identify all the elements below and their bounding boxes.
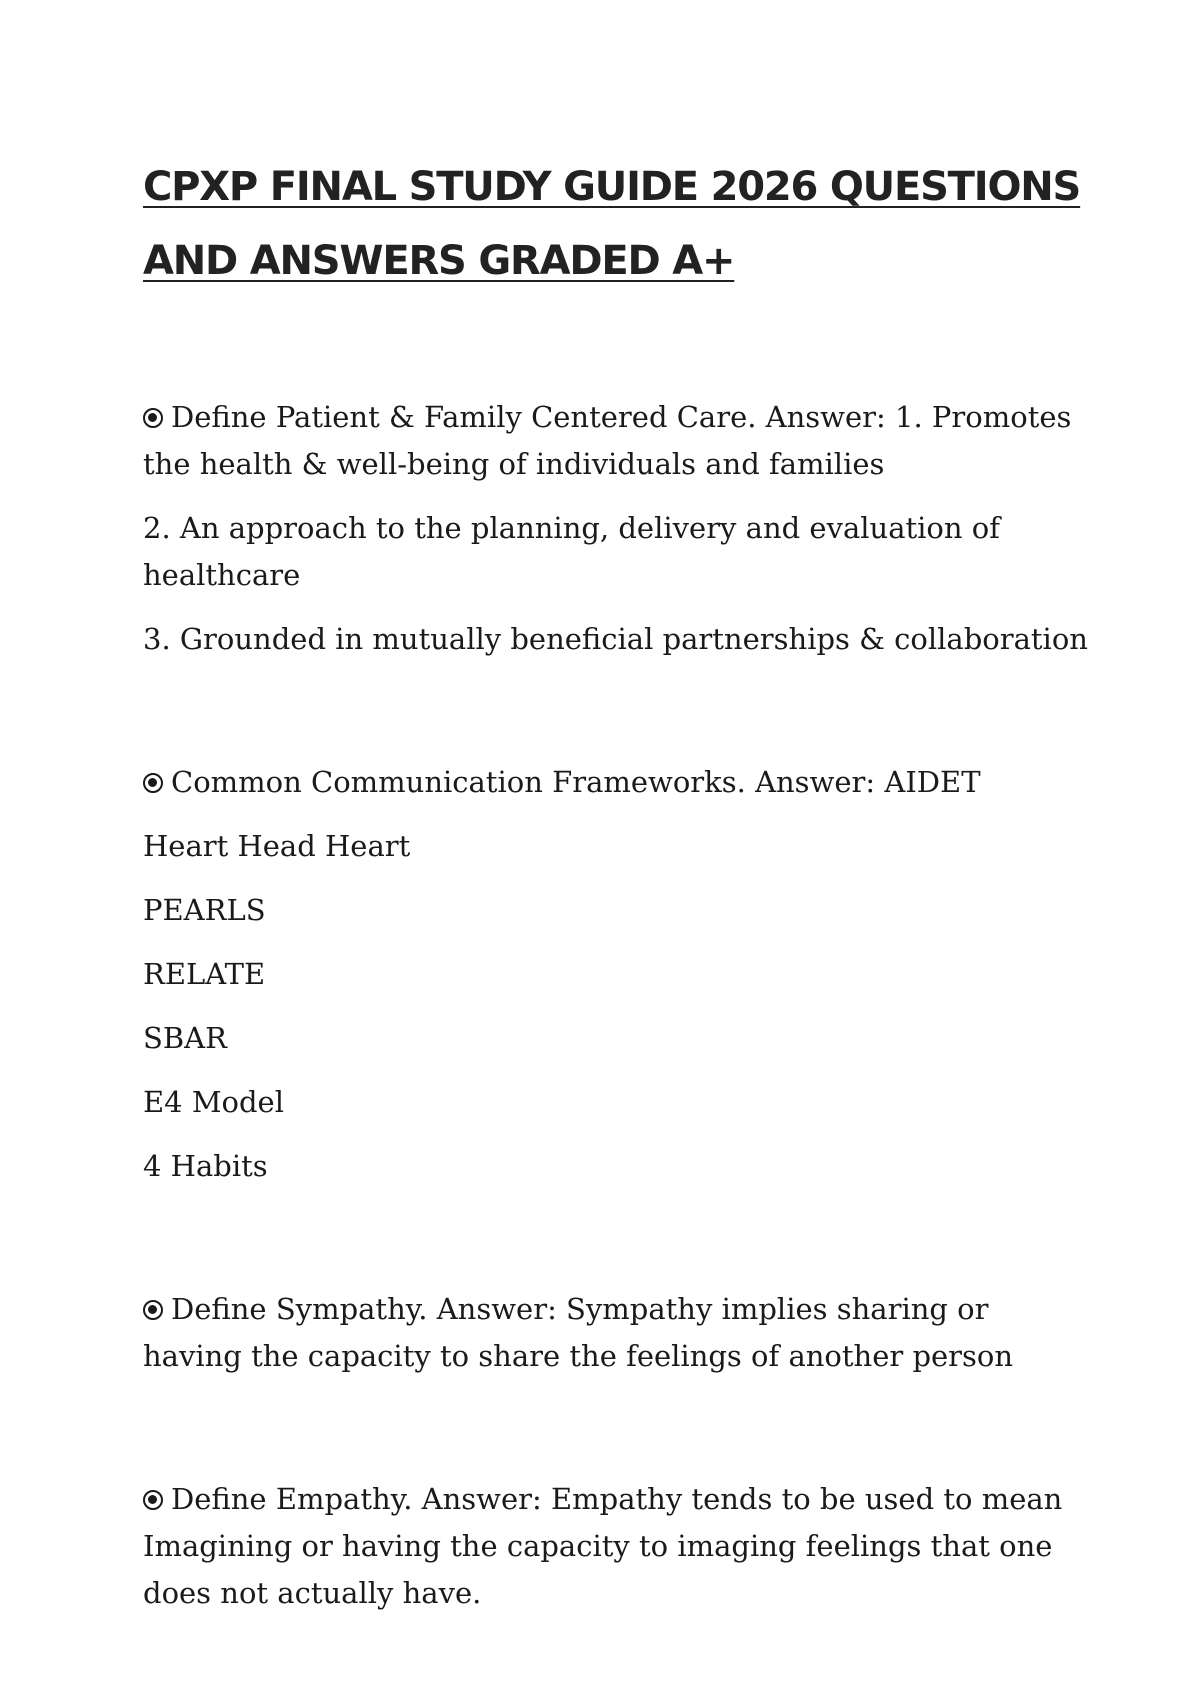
document-title — [143, 150, 1093, 298]
qa-item-empathy — [143, 1476, 1093, 1617]
document-page — [143, 150, 1093, 1634]
title-line-2: AND ANSWERS GRADED A+ — [143, 238, 735, 284]
answer-line: E4 Model — [143, 1085, 284, 1119]
question-text: Define Empathy. Answer: Empathy tends to be used to mean Imagining or having the capacity to imaging feelings that one does not actually have. — [143, 1482, 1063, 1610]
radio-bullet-icon — [143, 1300, 163, 1320]
radio-bullet-icon — [143, 1490, 163, 1510]
answer-line: 2. An approach to the planning, delivery and evaluation of healthcare — [143, 511, 1000, 592]
qa-item-patient-family-care — [143, 394, 1093, 663]
answer-line: Heart Head Heart — [143, 829, 411, 863]
qa-item-sympathy — [143, 1286, 1093, 1380]
question-text: Define Patient & Family Centered Care. Answer: 1. Promotes the health & well-being of individuals and families — [143, 400, 1072, 481]
answer-line: RELATE — [143, 957, 266, 991]
answer-line: PEARLS — [143, 893, 266, 927]
answer-line: 3. Grounded in mutually beneficial partnerships & collaboration — [143, 622, 1088, 656]
qa-item-communication-frameworks — [143, 759, 1093, 1190]
answer-line: 4 Habits — [143, 1149, 268, 1183]
answer-line: SBAR — [143, 1021, 227, 1055]
question-text: Common Communication Frameworks. Answer: AIDET — [143, 759, 1093, 806]
question-text: Define Sympathy. Answer: Sympathy implies sharing or having the capacity to share the feelings of another person — [143, 1292, 1014, 1373]
radio-bullet-icon — [143, 773, 163, 793]
title-line-1: CPXP FINAL STUDY GUIDE 2026 QUESTIONS — [143, 164, 1081, 210]
radio-bullet-icon — [143, 408, 163, 428]
